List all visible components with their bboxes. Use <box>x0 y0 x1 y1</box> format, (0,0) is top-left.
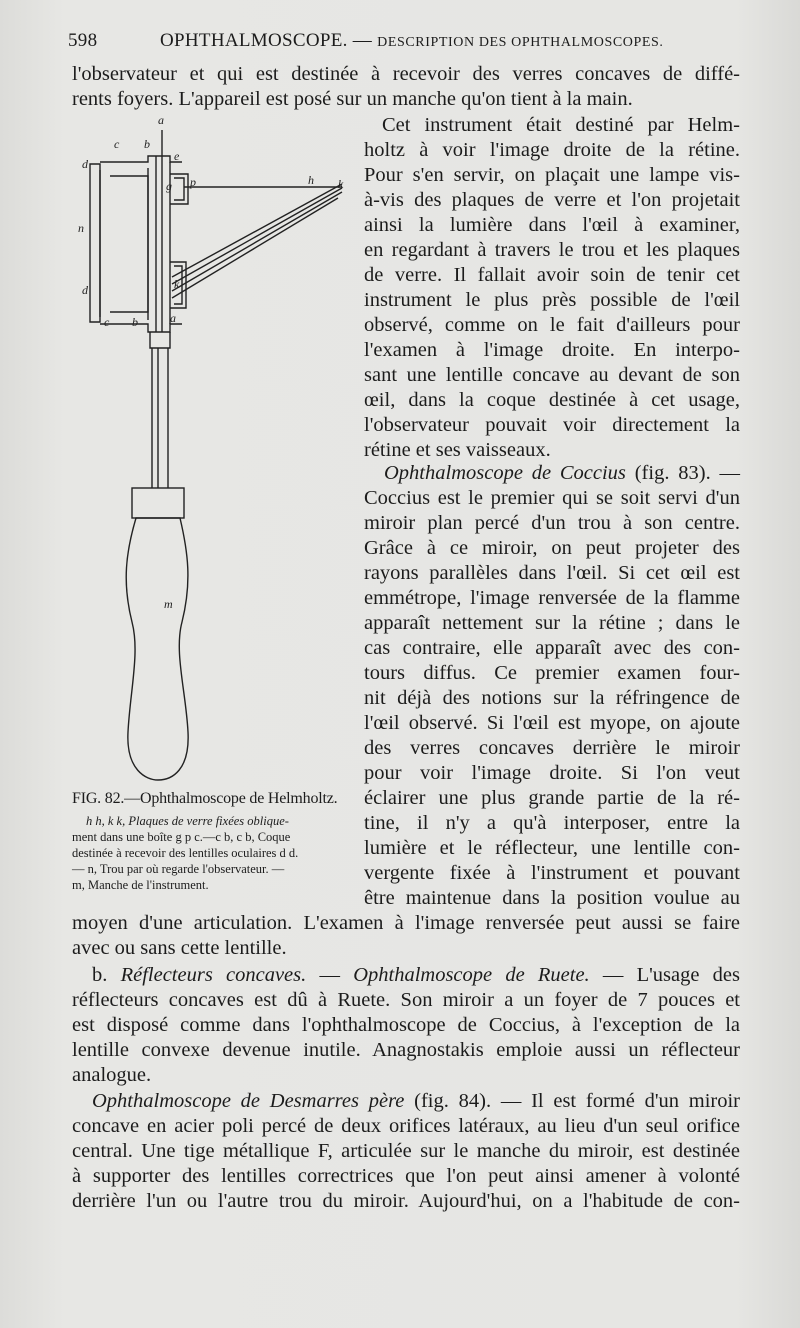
running-title <box>160 30 664 52</box>
coccius-line: tours diffus. Ce premier examen four- <box>364 662 740 684</box>
label-h: h <box>308 173 314 187</box>
desmarres-heading: Ophthalmoscope de Desmarres père <box>92 1090 405 1112</box>
figure-82-helmholtz-ophthalmoscope <box>70 112 360 792</box>
helmholtz-line: Cet instrument était destiné par Helm- <box>382 114 740 136</box>
ruete-dash: — <box>306 964 354 986</box>
label-p: p <box>190 175 196 189</box>
desmarres-heading-line <box>92 1089 740 1113</box>
page-number: 598 <box>68 30 98 51</box>
helmholtz-line: à-vis des plaques de verre et l'on projetait <box>364 189 740 211</box>
label-d-low: d <box>82 283 88 297</box>
label-a-low: a <box>170 311 176 325</box>
helmholtz-line: de verre. Il fallait avoir soin de tenir cet <box>364 264 740 286</box>
coccius-heading-line <box>384 461 740 485</box>
helmholtz-line: en regardant à travers le trou et les plaques <box>364 239 740 261</box>
ruete-heading-line <box>92 963 740 987</box>
coccius-line: lumière et le réflecteur, une lentille con- <box>364 837 740 859</box>
coccius-line: des verres concaves derrière le miroir <box>364 737 740 759</box>
figure-caption-line: h h, k k, Plaques de verre fixées oblique- <box>86 814 289 828</box>
helmholtz-line: l'observateur pouvait voir directement la <box>364 414 740 436</box>
label-b-top: b <box>144 137 150 151</box>
label-e: e <box>174 149 180 163</box>
coccius-line: rayons parallèles dans l'œil. Si cet œil est <box>364 562 740 584</box>
coccius-end-line: moyen d'une articulation. L'examen à l'image renversée peut aussi se faire <box>72 912 740 934</box>
label-k-low: k <box>174 277 180 291</box>
ruete-heading-2: Ophthalmoscope de Ruete. <box>353 964 590 986</box>
helmholtz-line: ainsi la lumière dans l'œil à examiner, <box>364 214 740 236</box>
intro-line-2: rents foyers. L'appareil est posé sur un manche qu'on tient à la main. <box>72 88 633 110</box>
coccius-end-line: avec ou sans cette lentille. <box>72 937 287 959</box>
coccius-line: éclairer une plus grande partie de la ré- <box>364 787 740 809</box>
coccius-line: emmétrope, l'image renversée de la flamme <box>364 587 740 609</box>
ruete-line: analogue. <box>72 1064 152 1086</box>
label-g: g <box>166 179 172 193</box>
helmholtz-line: instrument le plus près possible de l'œil <box>364 289 740 311</box>
coccius-line: être maintenue dans la position voulue au <box>364 887 740 909</box>
desmarres-line: derrière l'un ou l'autre trou du miroir. Aujourd'hui, on a l'habitude de con- <box>72 1190 740 1212</box>
ruete-line: lentille convexe devenue inutile. Anagnostakis emploie aussi un réflecteur <box>72 1039 740 1061</box>
intro-line-1: l'observateur et qui est destinée à recevoir des verres concaves de diffé- <box>72 63 740 85</box>
desmarres-line: central. Une tige métallique F, articulée sur le manche du miroir, est destinée <box>72 1140 740 1162</box>
ruete-heading-1: Réflecteurs concaves. <box>120 964 307 986</box>
desmarres-line: concave en acier poli percé de deux orifices latéraux, au lieu d'un seul orifice <box>72 1115 740 1137</box>
running-title-main: OPHTHALMOSCOPE. <box>160 30 348 51</box>
coccius-line: apparaît nettement sur la rétine ; dans le <box>364 612 740 634</box>
helmholtz-line: l'examen à l'image droite. En interpo- <box>364 339 740 361</box>
coccius-line: tine, il n'y a qu'à interposer, entre la <box>364 812 740 834</box>
label-d-top: d <box>82 157 88 171</box>
running-title-dash: — <box>352 30 373 51</box>
desmarres-first-rest: (fig. 84). — Il est formé d'un miroir <box>404 1090 740 1112</box>
coccius-line: Coccius est le premier qui se soit servi d'un <box>364 487 740 509</box>
ruete-first-rest: — L'usage des <box>589 964 741 986</box>
helmholtz-line: sant une lentille concave au devant de son <box>364 364 740 386</box>
desmarres-line: à supporter des lentilles correctrices que l'on peut ainsi amener à volonté <box>72 1165 740 1187</box>
figure-caption-line: — n, Trou par où regarde l'observateur. — <box>72 862 285 876</box>
coccius-line: nit déjà des notions sur la réfringence de <box>364 687 740 709</box>
label-m: m <box>164 597 173 611</box>
helmholtz-line: Pour s'en servir, on plaçait une lampe vis- <box>364 164 740 186</box>
coccius-line: l'œil observé. Si l'œil est myope, on ajoute <box>364 712 740 734</box>
coccius-line: cas contraire, elle apparaît avec des con- <box>364 637 740 659</box>
coccius-line: Grâce à ce miroir, on peut projeter des <box>364 537 740 559</box>
coccius-line: pour voir l'image droite. Si l'on veut <box>364 762 740 784</box>
helmholtz-line: rétine et ses vaisseaux. <box>364 439 551 461</box>
figure-caption-line: ment dans une boîte g p c.—c b, c b, Coque <box>72 830 291 844</box>
figure-caption-title: FIG. 82.—Ophthalmoscope de Helmholtz. <box>72 790 338 807</box>
running-title-sub: DESCRIPTION DES OPHTHALMOSCOPES. <box>377 35 664 50</box>
label-n: n <box>78 221 84 235</box>
coccius-ref: (fig. 83). — <box>625 462 740 484</box>
ophthalmoscope-illustration <box>70 112 360 792</box>
figure-caption-line: m, Manche de l'instrument. <box>72 878 209 892</box>
ruete-line: est disposé comme dans l'ophthalmoscope de Coccius, à l'exception de la <box>72 1014 740 1036</box>
label-a-top: a <box>158 113 164 127</box>
helmholtz-line: observé, comme on le fait d'ailleurs pour <box>364 314 740 336</box>
label-c-low: c <box>104 315 110 329</box>
label-c-top: c <box>114 137 120 151</box>
helmholtz-line: holtz à voir l'image droite de la rétine. <box>364 139 740 161</box>
figure-caption-line: destinée à recevoir des lentilles oculaires d d. <box>72 846 299 860</box>
helmholtz-line: œil, dans la coque destinée à cet usage, <box>364 389 740 411</box>
section-letter: b. <box>92 964 108 986</box>
coccius-line: vergente fixée à l'instrument et pouvant <box>364 862 740 884</box>
ruete-line: réflecteurs concaves est dû à Ruete. Son miroir a un foyer de 7 pouces et <box>72 989 740 1011</box>
running-header <box>68 30 768 58</box>
label-b-low: b <box>132 315 138 329</box>
coccius-line: miroir plan percé d'un trou à son centre. <box>364 512 740 534</box>
coccius-heading: Ophthalmoscope de Coccius <box>384 462 626 484</box>
label-k-right: k <box>338 177 344 191</box>
